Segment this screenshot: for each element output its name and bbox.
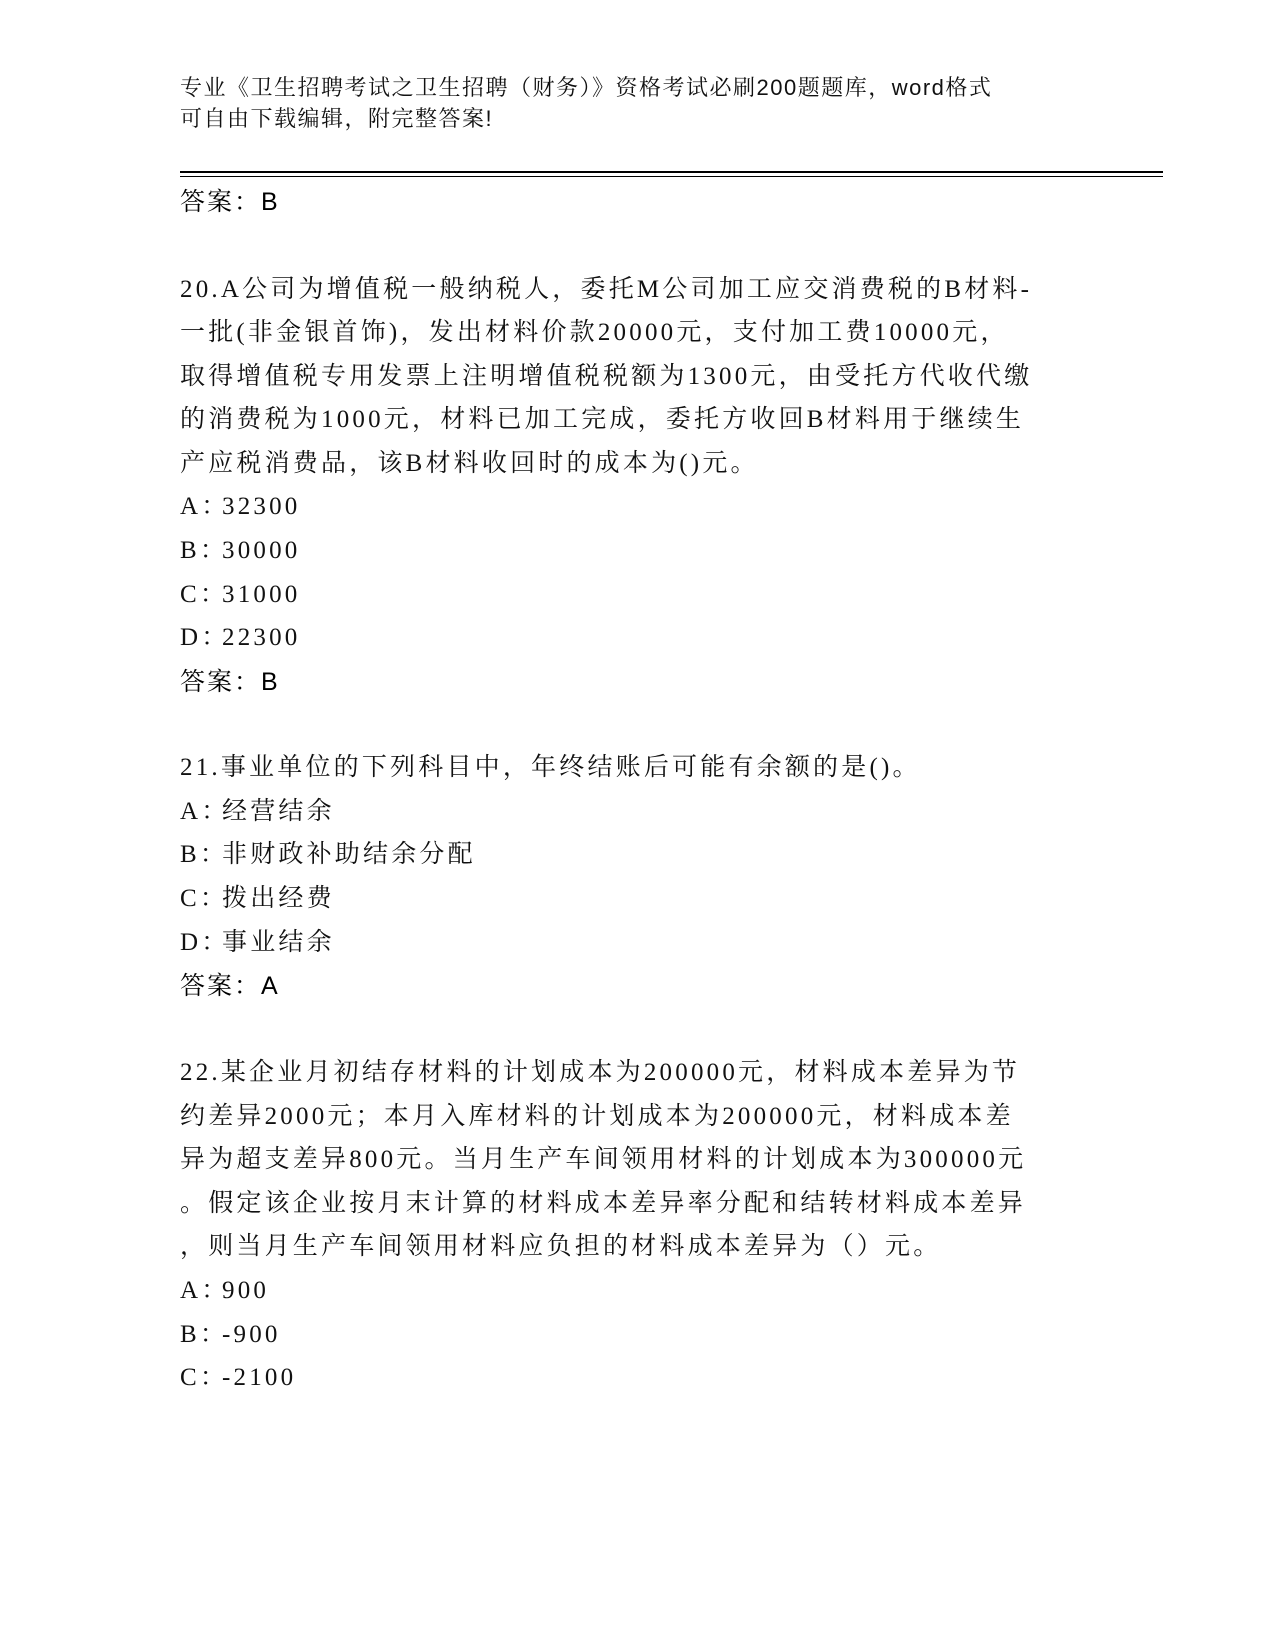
document-header xyxy=(180,72,1080,134)
answer-line: 答案：B xyxy=(180,668,280,696)
option-c xyxy=(180,884,335,914)
option-label: D： xyxy=(180,929,230,956)
question-text-line: 20.A公司为增值税一般纳税人，委托M公司加工应交消费税的B材料- xyxy=(180,276,1033,303)
header-divider-thin xyxy=(180,176,1163,177)
question-text-line: 一批(非金银首饰)，发出材料价款20000元，支付加工费10000元， xyxy=(180,319,1009,346)
answer-line: 答案：B xyxy=(180,188,280,216)
option-label: B： xyxy=(180,537,229,564)
option-label: A： xyxy=(180,1277,230,1304)
option-text: 拨出经费 xyxy=(222,885,335,912)
header-line-2: 可自由下载编辑，附完整答案! xyxy=(180,106,494,131)
question-text-line: 。假定该企业按月末计算的材料成本差异率分配和结转材料成本差异 xyxy=(180,1190,1027,1217)
header-line-1: 专业《卫生招聘考试之卫生招聘（财务）》资格考试必刷200题题库，word格式 xyxy=(180,75,993,100)
option-text: 事业结余 xyxy=(222,929,335,956)
option-a xyxy=(180,492,301,522)
option-label: D： xyxy=(180,624,230,651)
option-a xyxy=(180,1276,269,1306)
option-c xyxy=(180,1363,296,1393)
header-divider-thick xyxy=(180,171,1163,173)
option-text: 900 xyxy=(222,1277,270,1304)
option-d xyxy=(180,928,335,958)
option-label: B： xyxy=(180,1321,229,1348)
option-label: C： xyxy=(180,885,229,912)
option-text: 经营结余 xyxy=(222,798,335,825)
option-c xyxy=(180,580,301,610)
question-text-line: 的消费税为1000元，材料已加工完成，委托方收回B材料用于继续生 xyxy=(180,406,1025,433)
question-text-line: 产应税消费品，该B材料收回时的成本为()元。 xyxy=(180,450,759,477)
option-b xyxy=(180,840,476,870)
option-b xyxy=(180,1320,281,1350)
question-text-line: 取得增值税专用发票上注明增值税税额为1300元，由受托方代收代缴 xyxy=(180,363,1033,390)
option-d xyxy=(180,623,301,653)
option-label: A： xyxy=(180,493,230,520)
option-text: -900 xyxy=(222,1321,281,1348)
question-text-line: 22.某企业月初结存材料的计划成本为200000元，材料成本差异为节 xyxy=(180,1059,1021,1086)
answer-line: 答案：A xyxy=(180,972,280,1000)
option-a xyxy=(180,797,335,827)
option-text: -2100 xyxy=(222,1364,297,1391)
option-text: 22300 xyxy=(222,624,301,651)
question-text-line: 异为超支差异800元。当月生产车间领用材料的计划成本为300000元 xyxy=(180,1146,1027,1173)
question-text-line: ，则当月生产车间领用材料应负担的材料成本差异为（）元。 xyxy=(180,1233,942,1260)
option-label: C： xyxy=(180,1364,229,1391)
question-text-line: 21.事业单位的下列科目中，年终结账后可能有余额的是()。 xyxy=(180,754,921,781)
option-label: B： xyxy=(180,841,229,868)
option-label: C： xyxy=(180,581,229,608)
question-text-line: 约差异2000元；本月入库材料的计划成本为200000元，材料成本差 xyxy=(180,1103,1014,1130)
option-text: 非财政补助结余分配 xyxy=(222,841,476,868)
option-b xyxy=(180,536,301,566)
option-text: 32300 xyxy=(222,493,301,520)
option-text: 30000 xyxy=(222,537,301,564)
option-label: A： xyxy=(180,798,230,825)
option-text: 31000 xyxy=(222,581,301,608)
